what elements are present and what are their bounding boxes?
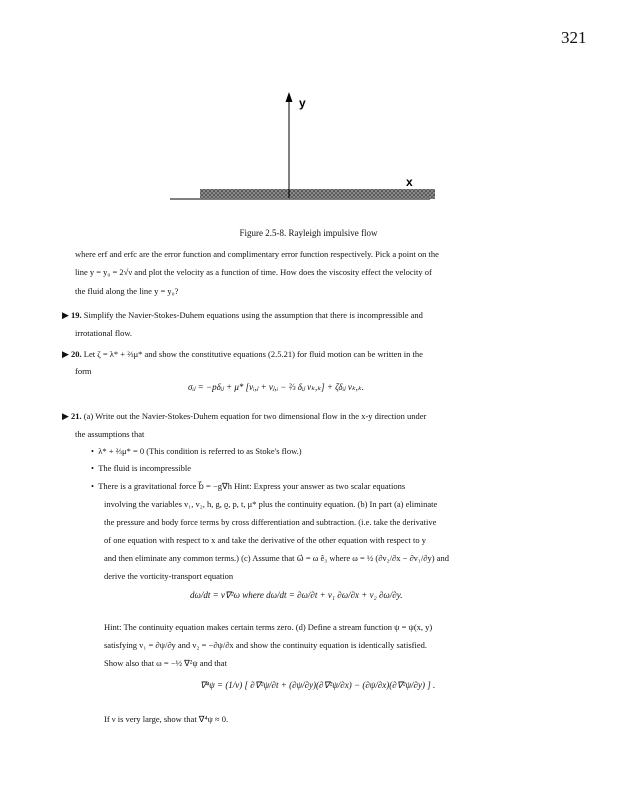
hint-line-1: Hint: The continuity equation makes certain terms zero. (d) Define a stream function ψ = ψ(x, y) (104, 622, 433, 632)
problem-21-text-1: (a) Write out the Navier-Stokes-Duhem equation for two dimensional flow in the x-y direction under (83, 411, 427, 421)
body-line-2: the pressure and body force terms by cross differentiation and subtraction. (i.e. take the derivative (104, 517, 437, 527)
problem-21-marker: ▶ (62, 411, 69, 421)
problem-20-text-1: Let ζ = λ* + ⅔μ* and show the constitutive equations (2.5.21) for fluid motion can be written in the (83, 349, 423, 359)
plate (200, 189, 435, 199)
intro-line-2: line y = y₀ = 2√ν and plot the velocity as a function of time. How does the viscosity effect the velocity of (75, 267, 432, 277)
bullet-1-text: λ* + ⅔μ* = 0 (This condition is referred to as Stoke's flow.) (98, 446, 302, 456)
x-label: x (406, 175, 413, 189)
intro-line-3: the fluid along the line y = y₀? (75, 286, 179, 296)
problem-20-number: 20. (71, 349, 82, 359)
bullet-3: • There is a gravitational force b⃗ = −g∇h Hint: Express your answer as two scalar equations (91, 481, 406, 491)
problem-19-text-2: irrotational flow. (75, 328, 133, 338)
problem-20-first-line (62, 349, 423, 360)
bullet-1: • λ* + ⅔μ* = 0 (This condition is referred to as Stoke's flow.) (91, 446, 302, 456)
figure-caption: Figure 2.5-8. Rayleigh impulsive flow (239, 228, 378, 238)
problem-21-number: 21. (71, 411, 82, 421)
rayleigh-figure (165, 90, 595, 220)
bullet-2-text: The fluid is incompressible (98, 463, 192, 473)
problem-20-text-2: form (75, 366, 92, 376)
hint-line-2: satisfying v₁ = ∂ψ/∂y and v₂ = −∂ψ/∂x and show the continuity equation is identically satisfied. (104, 640, 428, 650)
y-arrowhead (286, 92, 293, 102)
body-line-3: of one equation with respect to x and take the derivative of the other equation with respect to y (104, 535, 426, 545)
problem-19-text-1: Simplify the Navier-Stokes-Duhem equations using the assumption that there is incompressible and (83, 310, 423, 320)
intro-line-1: where erf and erfc are the error function and complimentary error function respectively. Pick a point on the (75, 249, 439, 259)
body-line-5: derive the vorticity-transport equation (104, 571, 234, 581)
biharmonic-equation: ∇⁴ψ = (1/ν) [ ∂∇²ψ/∂t + (∂ψ/∂y)(∂∇²ψ/∂x) − (∂ψ/∂x)(∂∇²ψ/∂y) ] . (200, 680, 436, 690)
vorticity-transport-equation: dω/dt = ν∇²ω where dω/dt = ∂ω/∂t + v₁ ∂ω/∂x + v₂ ∂ω/∂y. (190, 590, 403, 600)
problem-19-number: 19. (71, 310, 82, 320)
constitutive-equation: σᵢⱼ = −pδᵢⱼ + μ* [vᵢ,ⱼ + vⱼ,ᵢ − ⅔ δᵢⱼ vₖ,ₖ] + ζδᵢⱼ vₖ,ₖ. (188, 382, 364, 392)
problem-19-first-line (62, 310, 423, 321)
problem-20-marker: ▶ (62, 349, 69, 359)
problem-21-text-2: the assumptions that (75, 429, 145, 439)
body-line-1: involving the variables v₁, v₂, h, g, ϱ, p, t, μ* plus the continuity equation. (b) In part (a) eliminate (104, 499, 438, 509)
problem-21-first-line (62, 411, 426, 422)
body-line-4: and then eliminate any common terms.) (c) Assume that ω⃗ = ω ê₃ where ω = ½ (∂v₂/∂x − ∂v₁/∂y) and (104, 553, 449, 563)
final-line: If ν is very large, show that ∇⁴ψ ≈ 0. (104, 714, 229, 724)
bullet-2: • The fluid is incompressible (91, 463, 192, 473)
y-label: y (299, 96, 306, 110)
hint-line-3: Show also that ω = −½ ∇²ψ and that (104, 658, 227, 668)
problem-19-marker: ▶ (62, 310, 69, 320)
page-number: 321 (561, 28, 587, 47)
bullet-3-text: There is a gravitational force b⃗ = −g∇h Hint: Express your answer as two scalar equations (98, 481, 406, 491)
